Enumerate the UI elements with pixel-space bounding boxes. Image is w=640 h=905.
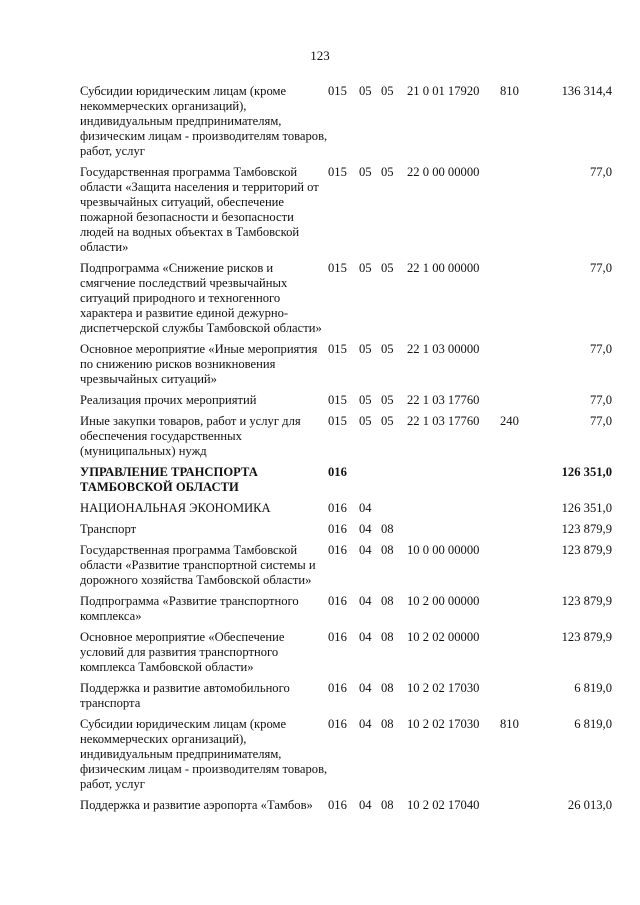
item-name-cell: [80, 522, 328, 543]
section-code: 04: [359, 594, 372, 608]
expense-type-code: [500, 342, 540, 393]
expense-type-code: 240: [500, 414, 519, 428]
grbs-code: 016: [328, 543, 347, 557]
table-row: [80, 681, 612, 717]
expense-type-code: 810: [500, 84, 519, 98]
expense-type-code: [500, 630, 540, 681]
table-row: [80, 501, 612, 522]
grbs-code: 016: [328, 465, 347, 479]
section-code: 04: [359, 681, 372, 695]
subsection-code: 08: [381, 681, 394, 695]
subsection-code: 05: [381, 84, 394, 98]
target-article-code: [407, 501, 500, 522]
amount: 6 819,0: [574, 717, 612, 731]
table-row: [80, 165, 612, 261]
amount: 77,0: [589, 393, 612, 407]
amount: 77,0: [589, 342, 612, 356]
item-name-cell: [80, 630, 328, 681]
subsection-code: 08: [381, 798, 394, 812]
target-article-code: 22 0 00 00000: [407, 165, 480, 179]
target-article-code: 22 1 03 00000: [407, 342, 480, 356]
grbs-code: 016: [328, 681, 347, 695]
item-name: НАЦИОНАЛЬНАЯ ЭКОНОМИКА: [80, 501, 271, 515]
budget-table: [80, 84, 612, 819]
amount: 136 314,4: [561, 84, 612, 98]
expense-type-code: [500, 543, 540, 594]
item-name-cell: [80, 543, 328, 594]
table-row: [80, 630, 612, 681]
section-code: 04: [359, 717, 372, 731]
table-row: [80, 717, 612, 798]
section-code: [359, 465, 381, 501]
section-code: 04: [359, 630, 372, 644]
section-code: 04: [359, 543, 372, 557]
item-name: Основное мероприятие «Обеспечение условий для развития транспортного комплекса Тамбовской области»: [80, 630, 285, 674]
item-name: Государственная программа Тамбовской области «Защита населения и территорий от чрезвычайных ситуаций, обеспечение пожарной безопасности и безопасности людей на водных объектах в Тамбовской области»: [80, 165, 319, 254]
amount: 77,0: [589, 261, 612, 275]
target-article-code: [407, 465, 500, 501]
amount: 26 013,0: [567, 798, 612, 812]
item-name: Подпрограмма «Снижение рисков и смягчение последствий чрезвычайных ситуаций природного и техногенного характера и развитие единой дежурно-диспетчерской службы Тамбовской области»: [80, 261, 322, 335]
amount: 123 879,9: [561, 522, 612, 536]
table-row: [80, 465, 612, 501]
item-name: Основное мероприятие «Иные мероприятия по снижению рисков возникновения чрезвычайных ситуаций»: [80, 342, 318, 386]
item-name: Государственная программа Тамбовской области «Развитие транспортной системы и дорожного хозяйства Тамбовской области»: [80, 543, 316, 587]
target-article-code: [407, 522, 500, 543]
subsection-code: [381, 501, 407, 522]
item-name-cell: [80, 594, 328, 630]
expense-type-code: [500, 501, 540, 522]
table-row: [80, 522, 612, 543]
section-code: 04: [359, 501, 372, 515]
expense-type-code: [500, 522, 540, 543]
section-code: 05: [359, 165, 372, 179]
grbs-code: 016: [328, 522, 347, 536]
grbs-code: 015: [328, 393, 347, 407]
amount: 126 351,0: [561, 465, 612, 479]
target-article-code: 10 2 00 00000: [407, 594, 480, 608]
item-name-cell: [80, 717, 328, 798]
item-name-cell: [80, 465, 328, 501]
item-name: Реализация прочих мероприятий: [80, 393, 257, 407]
expense-type-code: [500, 798, 540, 819]
expense-type-code: [500, 261, 540, 342]
target-article-code: 22 1 03 17760: [407, 393, 480, 407]
grbs-code: 016: [328, 798, 347, 812]
section-code: 05: [359, 393, 372, 407]
item-name-cell: [80, 393, 328, 414]
item-name: Подпрограмма «Развитие транспортного комплекса»: [80, 594, 299, 623]
subsection-code: 05: [381, 342, 394, 356]
item-name-cell: [80, 798, 328, 819]
amount: 77,0: [589, 414, 612, 428]
subsection-code: 08: [381, 594, 394, 608]
table-row: [80, 414, 612, 465]
expense-type-code: 810: [500, 717, 519, 731]
subsection-code: 05: [381, 261, 394, 275]
section-code: 05: [359, 261, 372, 275]
item-name: УПРАВЛЕНИЕ ТРАНСПОРТА ТАМБОВСКОЙ ОБЛАСТИ: [80, 465, 258, 494]
target-article-code: 10 2 02 00000: [407, 630, 480, 644]
table-row: [80, 798, 612, 819]
item-name: Субсидии юридическим лицам (кроме некоммерческих организаций), индивидуальным предпринимателям, физическим лицам - производителям товаров, работ, услуг: [80, 717, 328, 791]
item-name: Транспорт: [80, 522, 137, 536]
amount: 6 819,0: [574, 681, 612, 695]
expense-type-code: [500, 594, 540, 630]
target-article-code: 10 0 00 00000: [407, 543, 480, 557]
table-row: [80, 84, 612, 165]
subsection-code: [381, 465, 407, 501]
expense-type-code: [500, 393, 540, 414]
grbs-code: 016: [328, 717, 347, 731]
item-name: Поддержка и развитие автомобильного транспорта: [80, 681, 290, 710]
section-code: 05: [359, 414, 372, 428]
page-number: 123: [310, 48, 330, 63]
subsection-code: 08: [381, 717, 394, 731]
grbs-code: 016: [328, 630, 347, 644]
target-article-code: 10 2 02 17030: [407, 681, 480, 695]
item-name-cell: [80, 261, 328, 342]
grbs-code: 016: [328, 501, 347, 515]
section-code: 04: [359, 522, 372, 536]
item-name: Иные закупки товаров, работ и услуг для обеспечения государственных (муниципальных) нужд: [80, 414, 301, 458]
target-article-code: 21 0 01 17920: [407, 84, 480, 98]
subsection-code: 08: [381, 522, 394, 536]
expense-type-code: [500, 165, 540, 261]
expense-type-code: [500, 465, 540, 501]
amount: 77,0: [589, 165, 612, 179]
target-article-code: 10 2 02 17040: [407, 798, 480, 812]
subsection-code: 08: [381, 630, 394, 644]
budget-rows: [80, 84, 612, 819]
table-row: [80, 594, 612, 630]
section-code: 04: [359, 798, 372, 812]
item-name: Поддержка и развитие аэропорта «Тамбов»: [80, 798, 313, 812]
grbs-code: 015: [328, 165, 347, 179]
item-name-cell: [80, 414, 328, 465]
amount: 126 351,0: [561, 501, 612, 515]
table-row: [80, 543, 612, 594]
item-name-cell: [80, 342, 328, 393]
amount: 123 879,9: [561, 630, 612, 644]
item-name-cell: [80, 84, 328, 165]
grbs-code: 015: [328, 261, 347, 275]
amount: 123 879,9: [561, 594, 612, 608]
target-article-code: 22 1 00 00000: [407, 261, 480, 275]
section-code: 05: [359, 84, 372, 98]
item-name-cell: [80, 681, 328, 717]
amount: 123 879,9: [561, 543, 612, 557]
item-name-cell: [80, 501, 328, 522]
grbs-code: 015: [328, 414, 347, 428]
expense-type-code: [500, 681, 540, 717]
subsection-code: 05: [381, 414, 394, 428]
section-code: 05: [359, 342, 372, 356]
grbs-code: 015: [328, 84, 347, 98]
target-article-code: 10 2 02 17030: [407, 717, 480, 731]
subsection-code: 08: [381, 543, 394, 557]
table-row: [80, 393, 612, 414]
table-row: [80, 261, 612, 342]
grbs-code: 015: [328, 342, 347, 356]
target-article-code: 22 1 03 17760: [407, 414, 480, 428]
subsection-code: 05: [381, 393, 394, 407]
table-row: [80, 342, 612, 393]
subsection-code: 05: [381, 165, 394, 179]
grbs-code: 016: [328, 594, 347, 608]
item-name: Субсидии юридическим лицам (кроме некоммерческих организаций), индивидуальным предпринимателям, физическим лицам - производителям товаров, работ, услуг: [80, 84, 328, 158]
item-name-cell: [80, 165, 328, 261]
